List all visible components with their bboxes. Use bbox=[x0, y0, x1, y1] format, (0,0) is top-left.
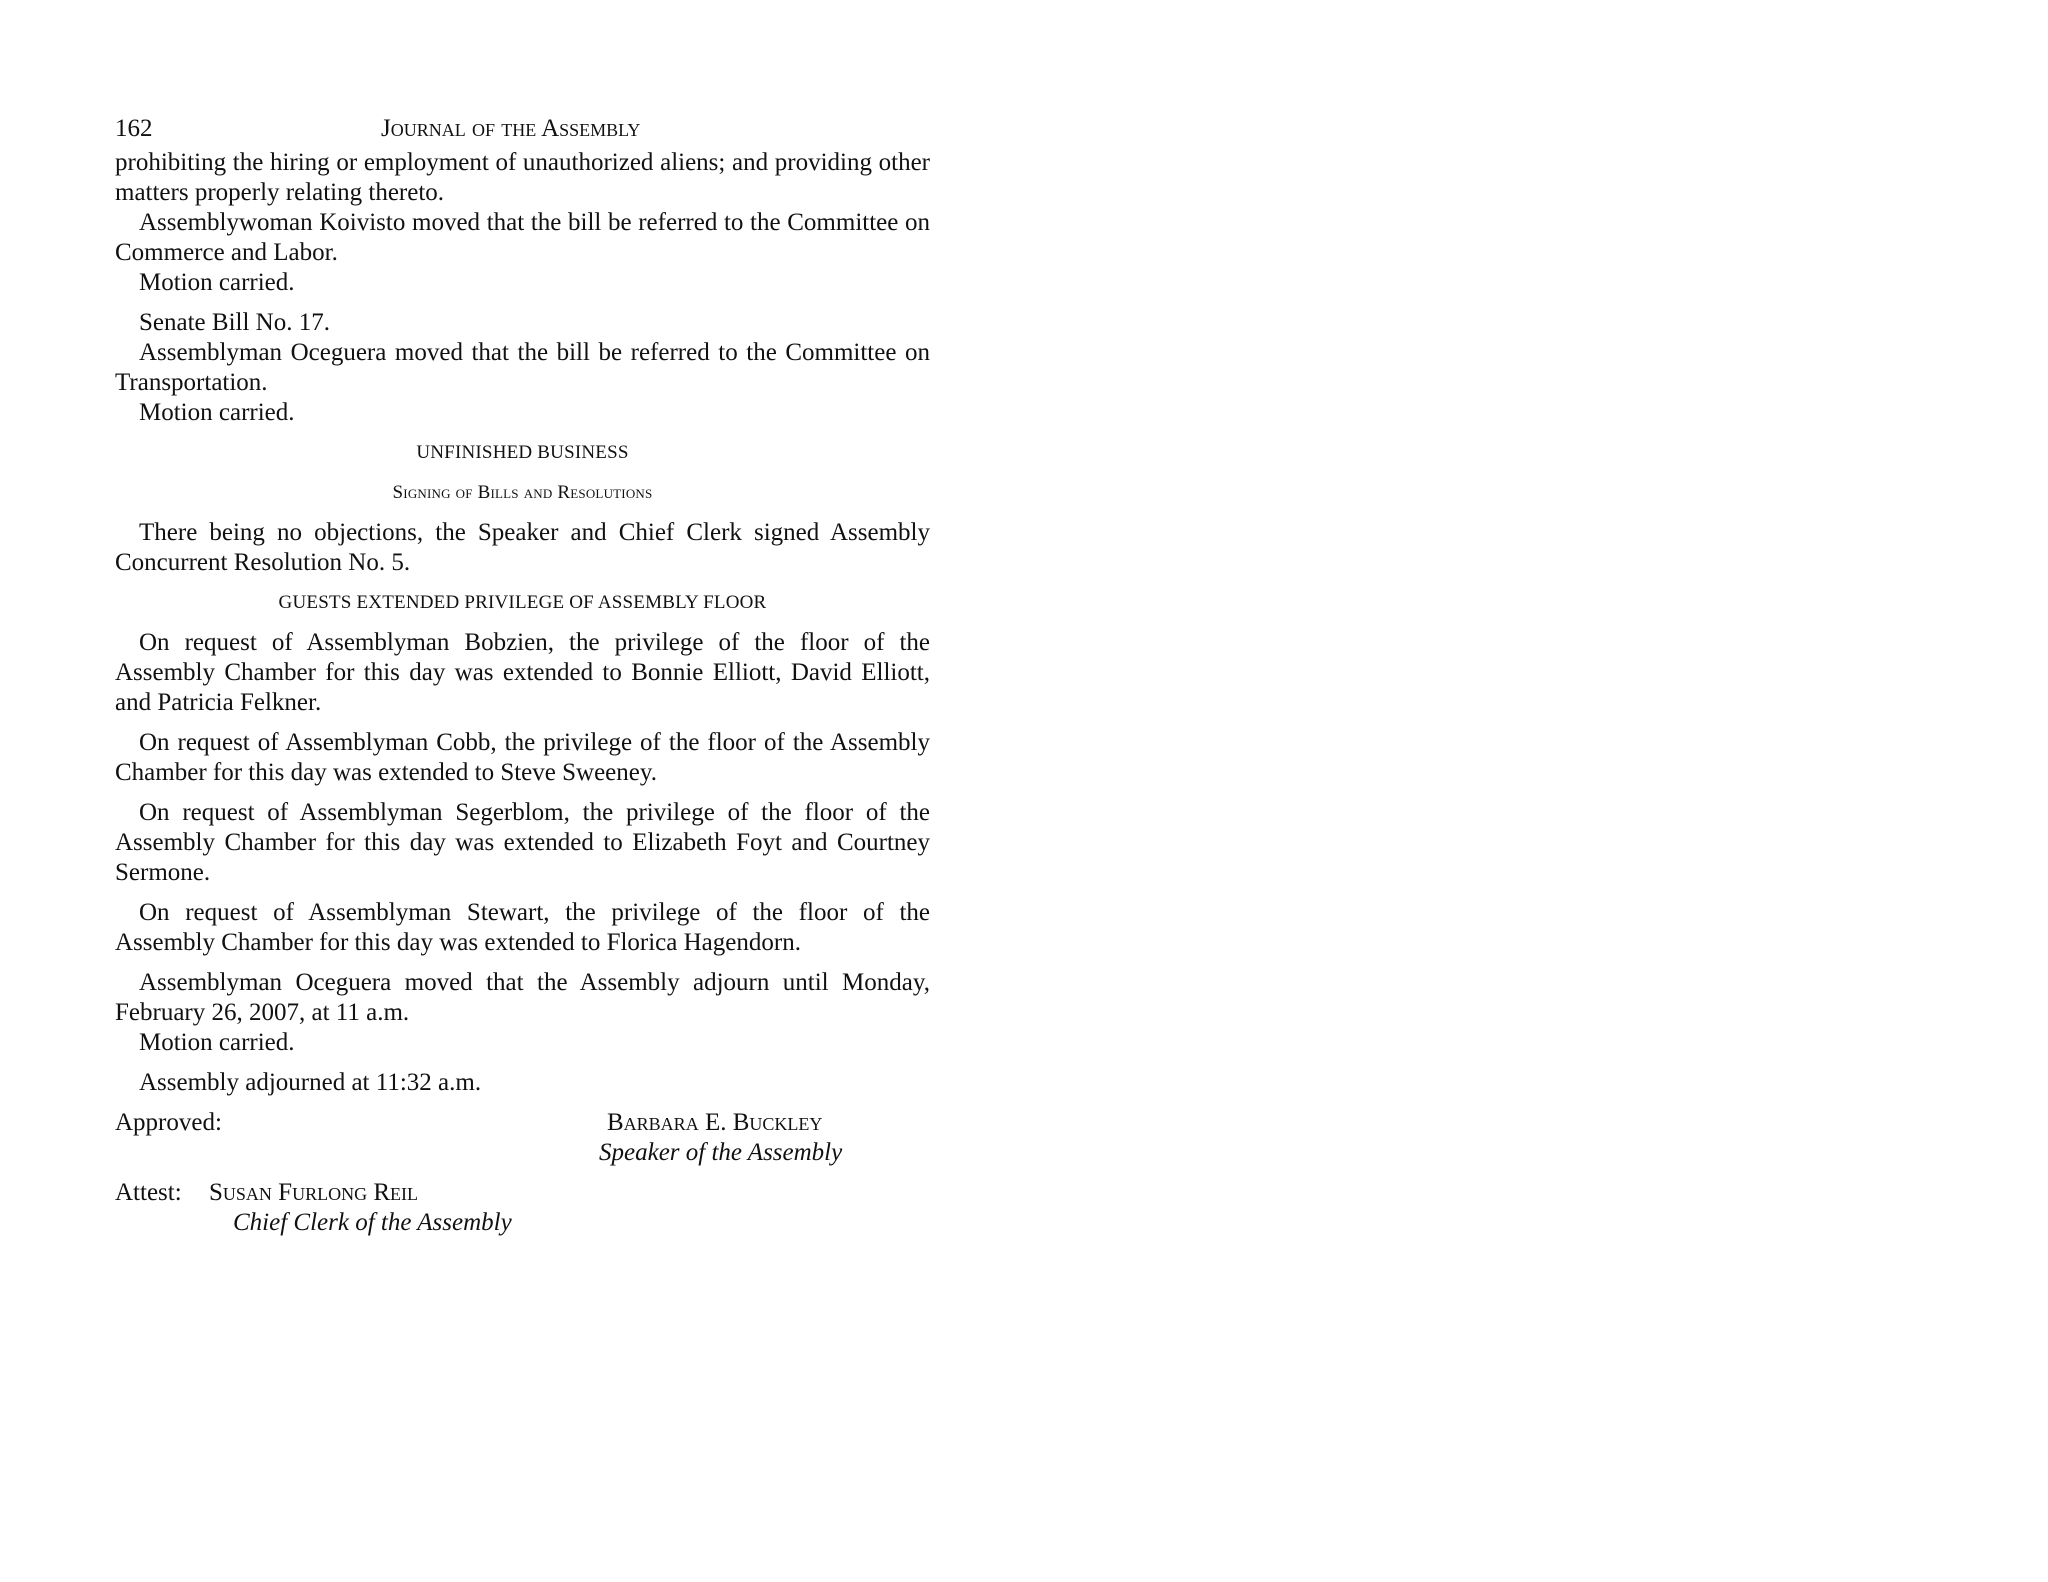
page-header bbox=[115, 110, 930, 148]
speaker-title: Speaker of the Assembly bbox=[599, 1139, 843, 1166]
paragraph-adjourn-motion: Assemblyman Oceguera moved that the Assembly adjourn until Monday, February 26, 2007, at 11 a.m. bbox=[115, 969, 930, 1026]
page-number: 162 bbox=[115, 115, 153, 142]
clerk-title-row bbox=[115, 1208, 930, 1238]
section-heading-guests: GUESTS EXTENDED PRIVILEGE OF ASSEMBLY FLOOR bbox=[278, 592, 767, 613]
paragraph-motion-carried: Motion carried. bbox=[139, 399, 295, 426]
running-title: Journal of the Assembly bbox=[381, 115, 641, 142]
paragraph-guests-stewart: On request of Assemblyman Stewart, the privilege of the floor of the Assembly Chamber for this day was extended to Florica Hagendorn. bbox=[115, 899, 930, 956]
journal-page bbox=[115, 110, 930, 1238]
section-heading-unfinished-business: UNFINISHED BUSINESS bbox=[416, 442, 629, 463]
paragraph-bill-title-continued: prohibiting the hiring or employment of unauthorized aliens; and providing other matters properly relating thereto. bbox=[115, 149, 930, 206]
paragraph-signing: There being no objections, the Speaker and Chief Clerk signed Assembly Concurrent Resolution No. 5. bbox=[115, 519, 930, 576]
paragraph-motion-carried: Motion carried. bbox=[139, 269, 295, 296]
paragraph-guests-segerblom: On request of Assemblyman Segerblom, the privilege of the floor of the Assembly Chamber for this day was extended to Elizabeth Foyt and Courtney Sermone. bbox=[115, 799, 930, 886]
paragraph-motion-carried: Motion carried. bbox=[139, 1029, 295, 1056]
speaker-name: Barbara E. Buckley bbox=[607, 1109, 823, 1136]
paragraph-koivisto-motion: Assemblywoman Koivisto moved that the bill be referred to the Committee on Commerce and Labor. bbox=[115, 209, 930, 266]
clerk-name: Susan Furlong Reil bbox=[209, 1179, 418, 1206]
attest-row bbox=[115, 1178, 930, 1208]
paragraph-oceguera-motion: Assemblyman Oceguera moved that the bill be referred to the Committee on Transportation. bbox=[115, 339, 930, 396]
paragraph-guests-bobzien: On request of Assemblyman Bobzien, the privilege of the floor of the Assembly Chamber for this day was extended to Bonnie Elliott, David Elliott, and Patricia Felkner. bbox=[115, 629, 930, 716]
speaker-title-row bbox=[115, 1138, 930, 1168]
section-heading-signing: Signing of Bills and Resolutions bbox=[392, 482, 653, 503]
paragraph-senate-bill: Senate Bill No. 17. bbox=[139, 309, 330, 336]
approved-label: Approved: bbox=[115, 1109, 222, 1136]
paragraph-adjourned: Assembly adjourned at 11:32 a.m. bbox=[139, 1069, 482, 1096]
attest-label: Attest: bbox=[115, 1179, 182, 1206]
paragraph-guests-cobb: On request of Assemblyman Cobb, the privilege of the floor of the Assembly Chamber for this day was extended to Steve Sweeney. bbox=[115, 729, 930, 786]
clerk-title: Chief Clerk of the Assembly bbox=[233, 1209, 512, 1236]
approved-row bbox=[115, 1108, 930, 1138]
